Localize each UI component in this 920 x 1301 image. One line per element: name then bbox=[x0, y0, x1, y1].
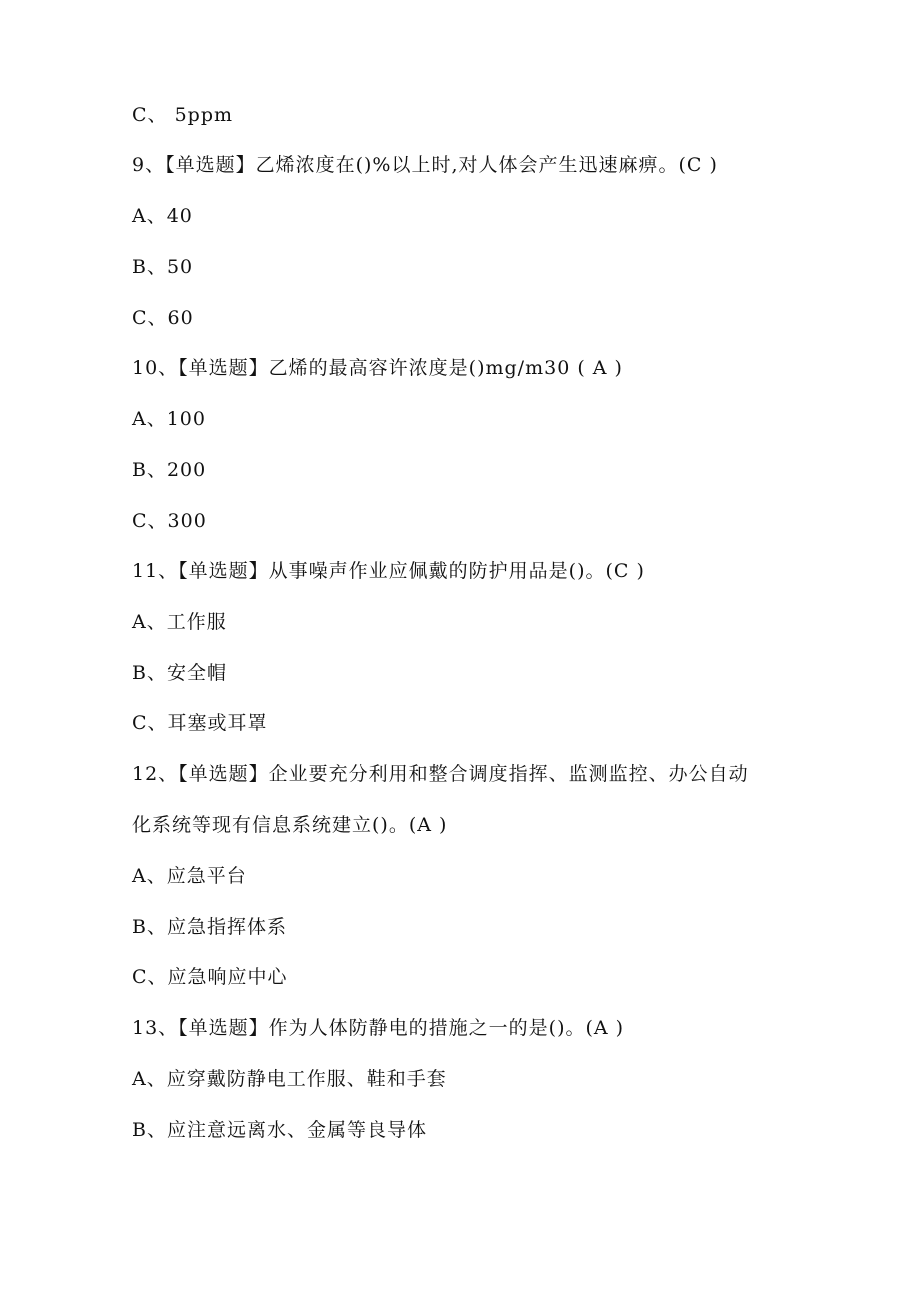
option-a-q10: A、100 bbox=[132, 408, 206, 430]
option-b-q12: B、应急指挥体系 bbox=[132, 916, 287, 938]
question-12-continued: 化系统等现有信息系统建立()。(A ) bbox=[132, 814, 448, 836]
option-a-q12: A、应急平台 bbox=[132, 865, 247, 887]
option-b-q11: B、安全帽 bbox=[132, 662, 227, 684]
option-c-q12: C、应急响应中心 bbox=[132, 966, 288, 988]
option-c-q10: C、300 bbox=[132, 510, 207, 532]
option-b-q9: B、50 bbox=[132, 256, 194, 278]
option-a-q9: A、40 bbox=[132, 205, 193, 227]
option-b-q13: B、应注意远离水、金属等良导体 bbox=[132, 1119, 427, 1141]
option-b-q10: B、200 bbox=[132, 459, 207, 481]
question-13: 13、【单选题】作为人体防静电的措施之一的是()。(A ) bbox=[132, 1017, 625, 1039]
option-c-q11: C、耳塞或耳罩 bbox=[132, 712, 268, 734]
question-12: 12、【单选题】企业要充分利用和整合调度指挥、监测监控、办公自动 bbox=[132, 763, 749, 785]
option-c-q8: C、 5ppm bbox=[132, 104, 234, 126]
option-a-q13: A、应穿戴防静电工作服、鞋和手套 bbox=[132, 1068, 447, 1090]
question-11: 11、【单选题】从事噪声作业应佩戴的防护用品是()。(C ) bbox=[132, 560, 645, 582]
question-10: 10、【单选题】乙烯的最高容许浓度是()mg/m30 ( A ) bbox=[132, 357, 623, 379]
option-c-q9: C、60 bbox=[132, 307, 194, 329]
question-9: 9、【单选题】乙烯浓度在()%以上时,对人体会产生迅速麻痹。(C ) bbox=[132, 154, 718, 176]
option-a-q11: A、工作服 bbox=[132, 611, 227, 633]
